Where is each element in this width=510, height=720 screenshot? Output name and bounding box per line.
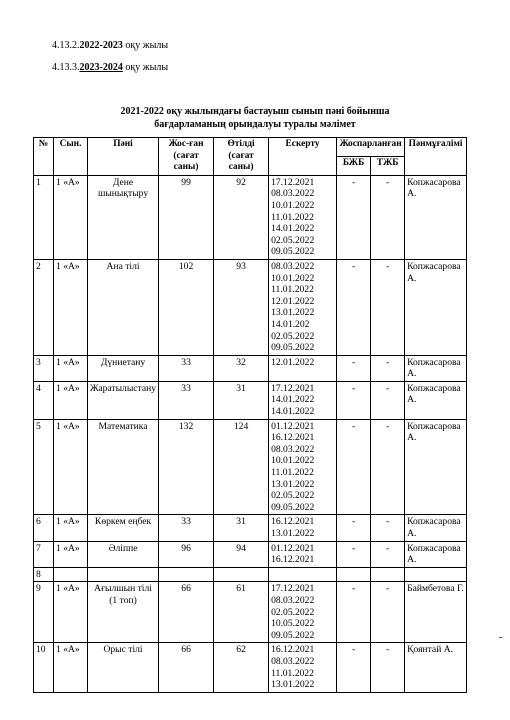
date-entry: 16.12.2021 (271, 432, 315, 444)
date-entry: 13.01.2022 (271, 307, 315, 319)
date-entry: 02.05.2022 (271, 234, 315, 246)
cell-planned: 102 (159, 259, 214, 355)
cell-no: 7 (34, 541, 54, 567)
cell-bzhb (337, 567, 371, 582)
cell-grade: 1 «А» (54, 515, 88, 541)
cell-grade: 1 «А» (54, 643, 88, 692)
cell-tzhb: - (371, 515, 405, 541)
cell-completed: 124 (214, 419, 269, 515)
cell-bzhb: - (337, 541, 371, 567)
cell-dates (269, 175, 337, 259)
cell-subject: Ағылшын тілі (1 топ) (88, 582, 159, 643)
date-entry: 08.03.2022 (271, 655, 315, 667)
cell-teacher: Копжасарова А. (405, 419, 467, 515)
cell-completed: 92 (214, 175, 269, 259)
cell-bzhb: - (337, 259, 371, 355)
cell-tzhb: - (371, 355, 405, 381)
date-entry: 11.01.2022 (271, 211, 314, 223)
cell-no: 4 (34, 381, 54, 419)
date-entry: 12.01.2022 (271, 356, 315, 368)
date-entry: 17.12.2021 (271, 583, 315, 595)
table-row (34, 259, 467, 355)
date-entry: 08.03.2022 (271, 260, 315, 272)
cell-tzhb: - (371, 541, 405, 567)
cell-dates (269, 541, 337, 567)
table-row (34, 541, 467, 567)
cell-grade: 1 «А» (54, 541, 88, 567)
cell-tzhb: - (371, 582, 405, 643)
col-planned-group: Жоспарланған (337, 138, 405, 157)
date-entry: 12.01.2022 (271, 295, 315, 307)
cell-completed: 93 (214, 259, 269, 355)
date-entry: 17.12.2021 (271, 382, 315, 394)
cell-subject: Орыс тілі (88, 643, 159, 692)
cell-subject: Математика (88, 419, 159, 515)
date-entry: 08.03.2022 (271, 443, 315, 455)
cell-tzhb: - (371, 381, 405, 419)
cell-dates (269, 259, 337, 355)
date-entry: 14.01.2022 (271, 406, 315, 418)
cell-teacher: Копжасарова А. (405, 355, 467, 381)
cell-bzhb: - (337, 643, 371, 692)
cell-bzhb: - (337, 175, 371, 259)
cell-planned: 96 (159, 541, 214, 567)
cell-grade: 1 «А» (54, 355, 88, 381)
col-planned: Жос-ған (сағат саны) (159, 138, 214, 176)
cell-subject: Жаратылыстану (88, 381, 159, 419)
cell-planned: 66 (159, 643, 214, 692)
cell-planned: 132 (159, 419, 214, 515)
col-no: № (34, 138, 54, 176)
cell-grade: 1 «А» (54, 381, 88, 419)
table-row (34, 515, 467, 541)
col-teacher: Пәнмұғалімі (405, 138, 467, 176)
cell-grade (54, 567, 88, 582)
date-entry: 14.01.2022 (271, 223, 315, 235)
cell-completed: 61 (214, 582, 269, 643)
cell-no: 2 (34, 259, 54, 355)
date-entry: 13.01.2022 (271, 528, 315, 539)
date-entry: 09.05.2022 (271, 246, 315, 258)
col-tzhb: ТЖБ (371, 156, 405, 175)
cell-subject: Дүниетану (88, 355, 159, 381)
cell-teacher: Копжасарова А. (405, 175, 467, 259)
date-entry: 10.01.2022 (271, 455, 315, 467)
trailing-mark: - (499, 632, 503, 643)
cell-subject (88, 567, 159, 582)
cell-dates (269, 567, 337, 582)
date-entry: 14.01.2022 (271, 394, 315, 406)
col-grade: Сын. (54, 138, 88, 176)
date-entry: 08.03.2022 (271, 594, 315, 606)
cell-completed: 62 (214, 643, 269, 692)
cell-tzhb: - (371, 419, 405, 515)
cell-completed: 32 (214, 355, 269, 381)
table-row (34, 582, 467, 643)
cell-teacher: Қоянтай А. (405, 643, 467, 692)
table-row (34, 567, 467, 582)
cell-grade: 1 «А» (54, 419, 88, 515)
date-entry: 16.12.2021 (271, 644, 315, 656)
report-title: 2021-2022 оқу жылындағы бастауыш сынып пәні бойынша бағдарламаның орындалуы туралы мәлімет (120, 106, 390, 130)
cell-planned (159, 567, 214, 582)
cell-bzhb: - (337, 582, 371, 643)
date-entry: 11.01.2022 (271, 667, 314, 679)
cell-planned: 99 (159, 175, 214, 259)
cell-teacher: Копжасарова А. (405, 515, 467, 541)
cell-planned: 33 (159, 515, 214, 541)
col-completed: Өтілді (сағат саны) (214, 138, 269, 176)
date-entry: 10.05.2022 (271, 618, 315, 630)
cell-teacher: Копжасарова А. (405, 259, 467, 355)
date-entry: 02.05.2022 (271, 606, 315, 618)
cell-subject: Дене шынықтыру (88, 175, 159, 259)
cell-completed (214, 567, 269, 582)
date-entry: 11.01.2022 (271, 284, 314, 296)
table-body (34, 175, 467, 692)
table-row (34, 643, 467, 692)
cell-no: 3 (34, 355, 54, 381)
cell-completed: 31 (214, 515, 269, 541)
date-entry: 13.01.2022 (271, 478, 315, 490)
date-entry: 16.12.2021 (271, 516, 315, 528)
cell-bzhb: - (337, 355, 371, 381)
cell-bzhb: - (337, 419, 371, 515)
date-entry: 10.01.2022 (271, 272, 315, 284)
program-table (33, 137, 467, 693)
cell-bzhb: - (337, 515, 371, 541)
cell-no: 5 (34, 419, 54, 515)
cell-planned: 66 (159, 582, 214, 643)
cell-no: 1 (34, 175, 54, 259)
cell-grade: 1 «А» (54, 175, 88, 259)
cell-tzhb: - (371, 175, 405, 259)
cell-dates (269, 515, 337, 541)
date-entry: 13.01.2022 (271, 679, 315, 691)
year-2022-2023: 2022-2023 (79, 40, 123, 51)
date-entry: 10.01.2022 (271, 199, 315, 211)
cell-subject: Ана тілі (88, 259, 159, 355)
date-entry: 14.01.202 (271, 318, 310, 330)
col-bzhb: БЖБ (337, 156, 371, 175)
cell-planned: 33 (159, 381, 214, 419)
col-note: Ескерту (269, 138, 337, 176)
cell-teacher: Копжасарова А. (405, 541, 467, 567)
date-entry: 01.12.2021 (271, 542, 315, 554)
date-entry: 09.05.2022 (271, 629, 315, 641)
table-row (34, 355, 467, 381)
date-entry: 16.12.2021 (271, 554, 315, 566)
cell-bzhb: - (337, 381, 371, 419)
section-line-2022: 4.13.2.2022-2023 оқу жылы (52, 40, 169, 51)
date-entry: 09.05.2022 (271, 342, 315, 354)
cell-tzhb: - (371, 259, 405, 355)
cell-dates (269, 643, 337, 692)
cell-dates (269, 419, 337, 515)
cell-planned: 33 (159, 355, 214, 381)
year-2023-2024: 2023-2024 (79, 62, 123, 73)
cell-grade: 1 «А» (54, 259, 88, 355)
cell-no: 6 (34, 515, 54, 541)
date-entry: 02.05.2022 (271, 490, 315, 502)
cell-dates (269, 381, 337, 419)
cell-dates (269, 355, 337, 381)
date-entry: 02.05.2022 (271, 330, 315, 342)
cell-grade: 1 «А» (54, 582, 88, 643)
cell-completed: 94 (214, 541, 269, 567)
date-entry: 09.05.2022 (271, 501, 315, 513)
table-row (34, 381, 467, 419)
date-entry: 11.01.2022 (271, 467, 314, 479)
cell-teacher (405, 567, 467, 582)
date-entry: 01.12.2021 (271, 420, 315, 432)
cell-tzhb (371, 567, 405, 582)
cell-subject: Көркем еңбек (88, 515, 159, 541)
cell-subject: Әліппе (88, 541, 159, 567)
cell-no: 10 (34, 643, 54, 692)
section-line-2023: 4.13.3.2023-2024 оқу жылы (52, 62, 169, 73)
date-entry: 17.12.2021 (271, 176, 315, 188)
table-row (34, 419, 467, 515)
cell-tzhb: - (371, 643, 405, 692)
cell-teacher: Баймбетова Г. (405, 582, 467, 643)
cell-dates (269, 582, 337, 643)
cell-no: 9 (34, 582, 54, 643)
cell-completed: 31 (214, 381, 269, 419)
cell-teacher: Копжасарова А. (405, 381, 467, 419)
cell-no: 8 (34, 567, 54, 582)
col-subject: Пәні (88, 138, 159, 176)
date-entry: 08.03.2022 (271, 188, 315, 200)
table-row (34, 175, 467, 259)
